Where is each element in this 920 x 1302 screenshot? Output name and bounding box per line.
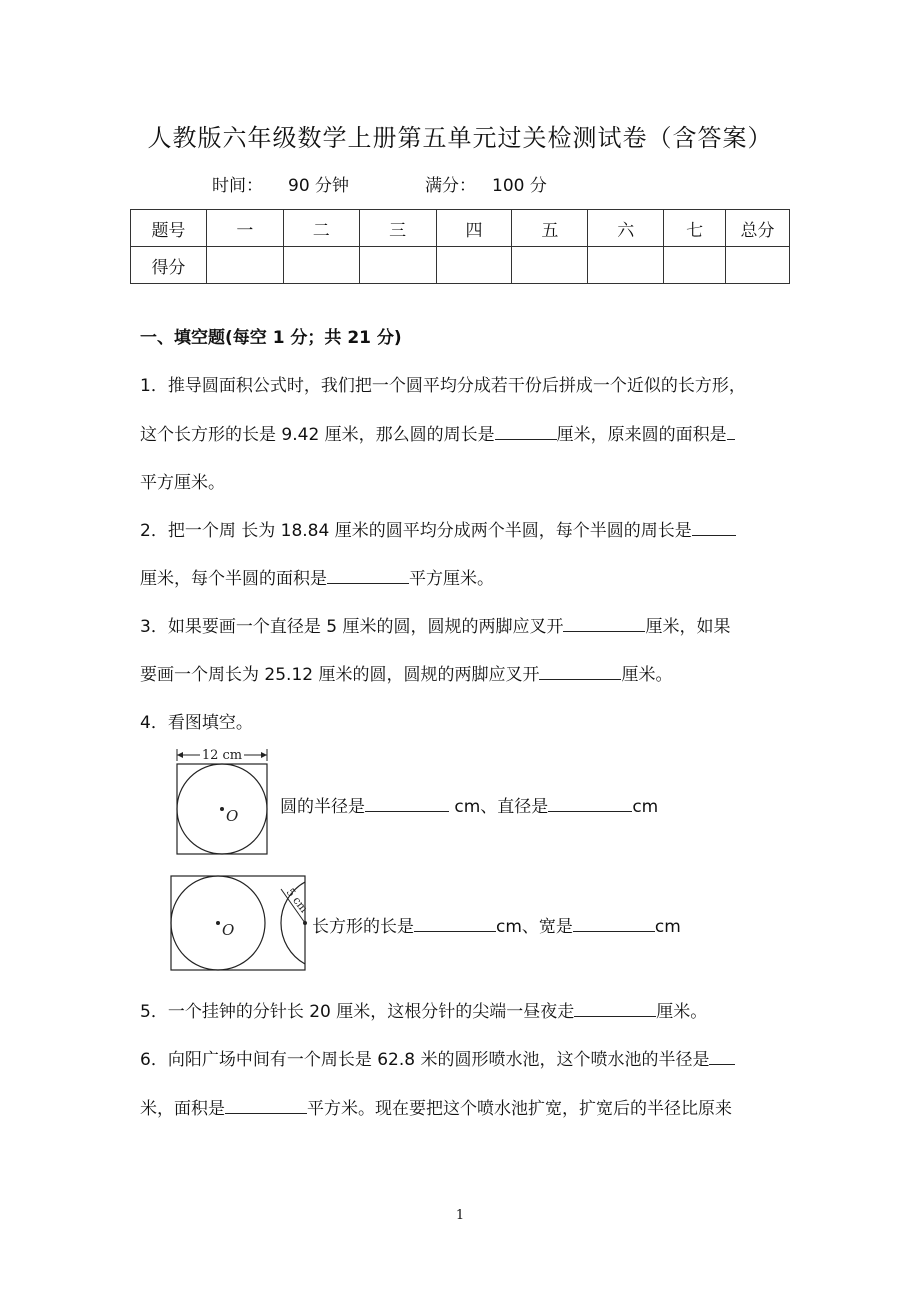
q6-text-c: 平方米。现在要把这个喷水池扩宽，扩宽后的半径比原来 [307,1099,732,1119]
q6-line-1 [140,1045,735,1070]
table-cell: 题号 [131,210,207,247]
score-entry-cell[interactable] [359,247,436,284]
figure-square-circle [168,742,278,860]
table-cell: 四 [436,210,512,247]
table-cell: 总分 [726,210,790,247]
dimension-label: 12 cm [201,748,243,763]
arrow-right-icon [261,752,267,758]
answer-blank[interactable] [414,914,496,932]
q5-text-a: 5．一个挂钟的分针长 20 厘米，这根分针的尖端一昼夜走 [140,1002,575,1022]
q3-text-c: 要画一个周长为 25.12 厘米的圆，圆规的两脚应叉开 [140,665,540,685]
figure-rectangle-circles [166,872,312,976]
fig2-text-a: 长方形的长是 [312,917,414,937]
q5-line [140,997,707,1022]
table-cell: 三 [359,210,436,247]
fig2-text-b: cm、宽是 [496,917,573,937]
q6-line-2 [140,1094,732,1119]
q3-text-d: 厘米。 [621,665,673,685]
score-entry-cell[interactable] [283,247,359,284]
answer-blank[interactable] [495,422,557,440]
score-value: 100 分 [492,176,547,196]
score-label: 满分： [425,176,476,196]
table-cell: 二 [283,210,359,247]
answer-blank[interactable] [727,422,735,440]
answer-blank[interactable] [563,614,645,632]
q4-fig1-line [280,792,658,817]
q5-text-b: 厘米。 [656,1002,708,1022]
fig2-text-c: cm [654,917,681,937]
answer-blank[interactable] [709,1047,735,1065]
table-cell: 七 [664,210,726,247]
q2-text-b: 厘米，每个半圆的面积是 [140,569,327,589]
q1-line-1: 1．推导圆面积公式时，我们把一个圆平均分成若干份后拼成一个近似的长方形， [140,376,746,396]
table-cell: 一 [206,210,283,247]
q2-text-c: 平方厘米。 [409,569,494,589]
q2-line-1 [140,516,736,541]
q4-line-1: 4．看图填空。 [140,713,253,733]
table-cell: 五 [512,210,588,247]
score-entry-cell[interactable] [726,247,790,284]
answer-blank[interactable] [365,794,449,812]
score-entry-cell[interactable] [664,247,726,284]
q3-text-a: 3．如果要画一个直径是 5 厘米的圆，圆规的两脚应叉开 [140,617,564,637]
center-dot [220,807,224,811]
q1-line-2 [140,420,735,445]
answer-blank[interactable] [692,518,736,536]
q3-line-1 [140,612,730,637]
center-label: O [222,921,235,939]
score-entry-cell[interactable] [206,247,283,284]
rectangle-shape [171,876,305,970]
q2-line-2 [140,564,494,589]
score-table-header-row [131,210,790,247]
q2-text-a: 2．把一个周 长为 18.84 厘米的圆平均分成两个半圆，每个半圆的周长是 [140,521,692,541]
q3-text-b: 厘米，如果 [645,617,731,637]
answer-blank[interactable] [573,914,655,932]
answer-blank[interactable] [548,794,632,812]
q6-text-b: 米，面积是 [140,1099,225,1119]
answer-blank[interactable] [225,1096,307,1114]
fig1-text-c: cm [632,797,659,817]
page-title: 人教版六年级数学上册第五单元过关检测试卷（含答案） [147,124,773,152]
score-entry-cell[interactable] [512,247,588,284]
q6-text-a: 6．向阳广场中间有一个周长是 62.8 米的圆形喷水池，这个喷水池的半径是 [140,1050,710,1070]
section-heading: 一、填空题(每空 1 分；共 21 分) [140,328,402,348]
table-cell: 六 [588,210,664,247]
answer-blank[interactable] [327,566,409,584]
score-table-score-row [131,247,790,284]
center-dot [216,921,220,925]
time-label: 时间： [212,176,263,196]
q1-line-3: 平方厘米。 [140,473,225,493]
arrow-left-icon [177,752,183,758]
answer-blank[interactable] [574,999,656,1017]
q3-line-2 [140,660,672,685]
answer-blank[interactable] [539,662,621,680]
fig1-text-b: cm、直径是 [449,797,549,817]
page-number: 1 [455,1208,465,1223]
time-value: 90 分钟 [288,176,350,196]
q4-fig2-line [312,912,681,937]
q1-text-b: 厘米，原来圆的面积是 [556,425,727,445]
table-cell: 得分 [131,247,207,284]
radius-end-dot [303,921,307,925]
score-table [130,209,790,284]
score-entry-cell[interactable] [588,247,664,284]
score-entry-cell[interactable] [436,247,512,284]
fig1-text-a: 圆的半径是 [280,797,365,817]
center-label: O [226,807,239,825]
radius-label: 5 cm [283,885,311,916]
q1-text-a: 这个长方形的长是 9.42 厘米，那么圆的周长是 [140,425,495,445]
